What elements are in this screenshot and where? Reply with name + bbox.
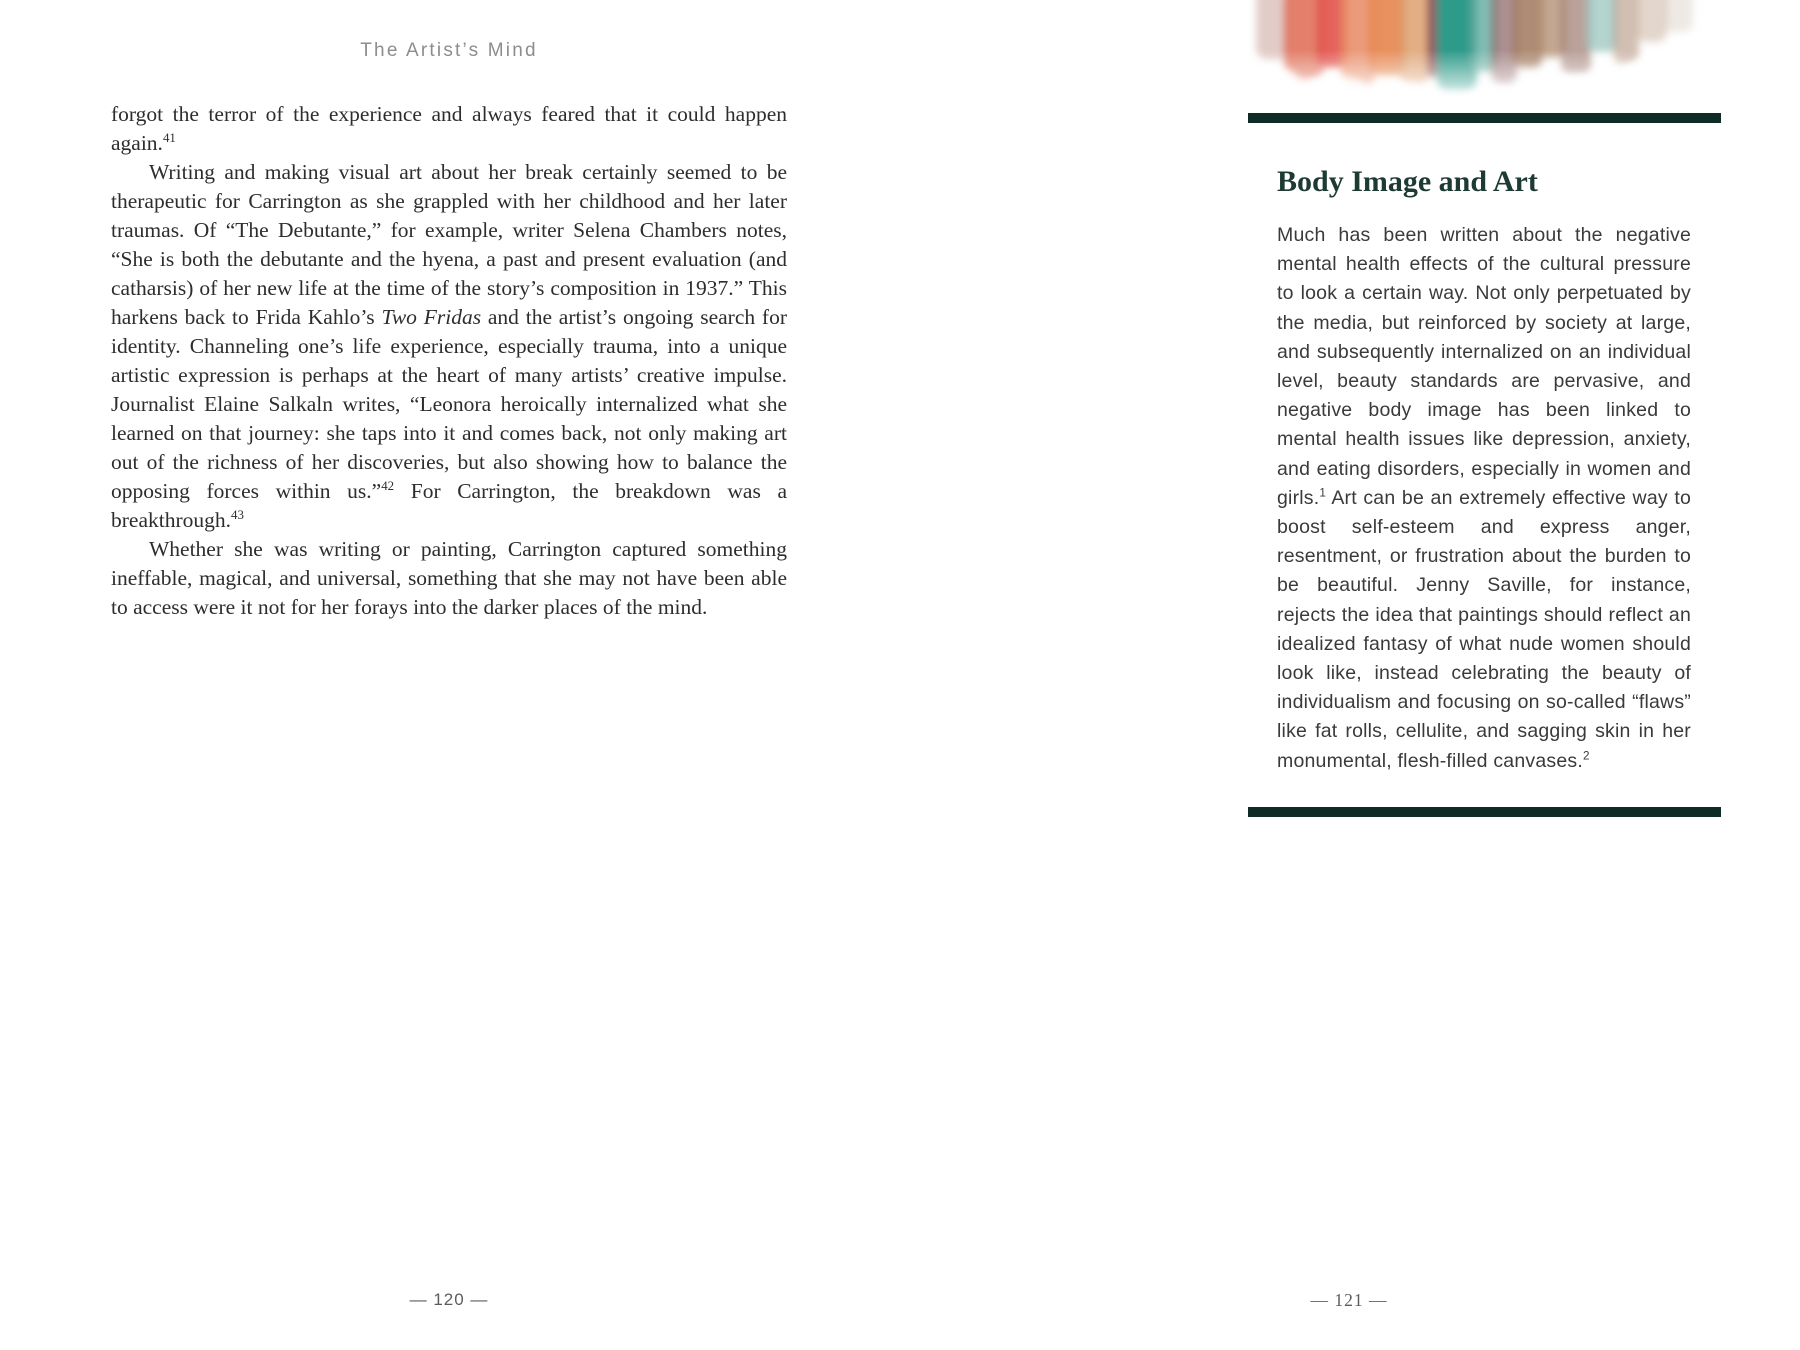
sidebar-text-1: Much has been written about the negative mental health effects of the cultural pressure to look a certain way. Not only perpetuated by the media, but reinforced by society at large, and subsequently internalized on an individual level, beauty standards are pervasive, and negative body image has been linked to mental health issues like depression, anxiety, and eating disorders, especially in women and girls. bbox=[1277, 224, 1691, 509]
footnote-marker-43: 43 bbox=[231, 507, 244, 522]
sidebar-rule-bottom bbox=[1248, 807, 1721, 817]
sidebar-rule-top bbox=[1248, 113, 1721, 123]
page-number-left: — 120 — bbox=[409, 1290, 489, 1309]
footnote-marker-42: 42 bbox=[381, 478, 395, 493]
sidebar-title: Body Image and Art bbox=[1277, 165, 1538, 198]
sidebar-body bbox=[1277, 221, 1691, 776]
body-text-left bbox=[111, 100, 787, 622]
paragraph-1-text: forgot the terror of the experience and always feared that it could happen again. bbox=[111, 102, 787, 155]
footnote-marker-41: 41 bbox=[162, 130, 176, 145]
paragraph-3 bbox=[111, 535, 787, 622]
paragraph-3-text: Whether she was writing or painting, Carrington captured something ineffable, magical, and universal, something that she may not have been able to access were it not for her forays into the darker places of the mind. bbox=[111, 537, 787, 619]
watercolor-artwork-image bbox=[1240, 0, 1720, 110]
sidebar-text-2: Art can be an extremely effective way to boost self-esteem and express anger, resentment, or frustration about the burden to be beautiful. Jenny Saville, for instance, rejects the idea that paintings should reflect an idealized fantasy of what nude women should look like, instead celebrating the beauty of individualism and focusing on so-called “flaws” like fat rolls, cellulite, and sagging skin in her monumental, flesh-filled canvases. bbox=[1277, 486, 1691, 772]
paragraph-2-text-1: Writing and making visual art about her break certainly seemed to be therapeutic for Carrington as she grappled with her childhood and her later traumas. Of “The Debutante,” for example, writer Selena Chambers notes, “She is both the debutante and the hyena, a past and present evaluation (and catharsis) of her new life at the time of the story’s composition in 1937.” This harkens back to Frida Kahlo’s bbox=[111, 160, 787, 329]
paragraph-1 bbox=[111, 100, 787, 158]
book-title-italic: Two Fridas bbox=[381, 305, 482, 329]
paragraph-2-text-2: and the artist’s ongoing search for identity. Channeling one’s life experience, especially trauma, into a unique artistic expression is perhaps at the heart of many artists’ creative impulse. Journalist Elaine Salkaln writes, “Leonora heroically internalized what she learned on that journey: she taps into it and comes back, not only making art out of the richness of her discoveries, but also showing how to balance the opposing forces within us.” bbox=[111, 305, 788, 503]
footnote-marker-1: 1 bbox=[1319, 486, 1326, 500]
paragraph-2-text-3: For Carrington, the breakdown was a breakthrough. bbox=[111, 479, 787, 532]
page-number-right: — 121 — bbox=[1310, 1290, 1388, 1310]
footnote-marker-2: 2 bbox=[1582, 749, 1590, 763]
paragraph-2 bbox=[111, 158, 787, 535]
running-header: The Artist’s Mind bbox=[360, 40, 538, 61]
